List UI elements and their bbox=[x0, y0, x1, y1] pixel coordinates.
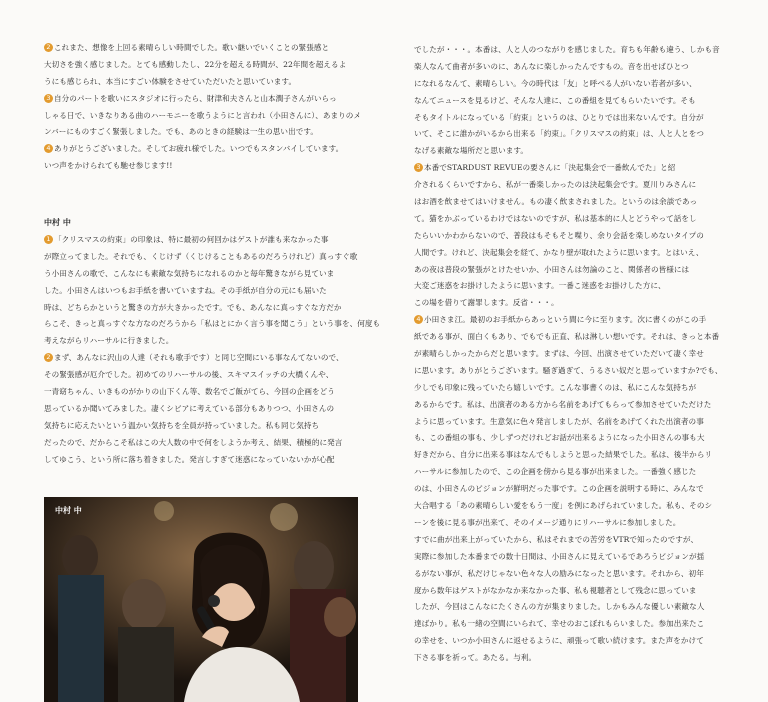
text-line bbox=[44, 418, 382, 435]
question-number-badge: 2 bbox=[44, 353, 53, 362]
line-text: たらいいかわからないので、普段はもそもそと喋り、余り会話を楽しめないタイプの bbox=[414, 230, 704, 240]
text-line bbox=[414, 93, 752, 110]
line-text: 少しでも印象に残っていたら嬉しいです。こんな事書くのは、私にこんな気持ちが bbox=[414, 382, 697, 392]
line-text: はお酒を飲ませてはいけません。もの凄く飲まされました。というのは余談であっ bbox=[414, 197, 698, 207]
photo-caption: 中村 中 bbox=[55, 506, 82, 515]
line-text: 大合唱する「あの素晴らしい愛をもう一度」を例にあげられていました。私も、そのシ bbox=[414, 501, 713, 511]
line-text: 本番でSTARDUST REVUEの要さんに「決起集会で一番飲んでた」と紹 bbox=[424, 163, 676, 173]
left-column bbox=[44, 40, 382, 468]
line-text: の幸せを、いつか小田さんに返せるように、頑張って歌い続けます。また声をかけて bbox=[414, 636, 704, 646]
line-text: 思っているか聞いてみました。凄くシビアに考えている部分もありつつ、小田さんの bbox=[44, 403, 335, 413]
text-line bbox=[44, 124, 382, 141]
line-text: ンバーにものすごく緊張しました。でも、あのときの経験は一生の思い出です。 bbox=[44, 127, 319, 137]
line-text: 大切さを強く感じました。とても感動したし、22分を超える時間が、22年間を超えるよ bbox=[44, 59, 347, 69]
text-line bbox=[414, 599, 752, 616]
line-text: 「クリスマスの約束」の印象は、特に最初の何回かはゲストが誰も来なかった事 bbox=[54, 235, 329, 245]
line-text: いて、そこに誰かがいるから出来る「約束」。「クリスマスの約束」は、人と人とをつ bbox=[414, 129, 705, 139]
text-line bbox=[44, 40, 382, 57]
text-line bbox=[414, 278, 752, 295]
line-text: 達ばかり。私も一緒の空間にいられて、幸せのおこぼれもらいました。参加出来たこ bbox=[414, 619, 705, 629]
line-text: に思います。ありがとうございます。騒ぎ過ぎて、うるさい奴だと思っていますか?でも、 bbox=[414, 365, 723, 375]
text-line bbox=[44, 367, 382, 384]
line-text: したが、今回はこんなにたくさんの方が集まりました。しかもみんな優しい素敵な人 bbox=[414, 602, 705, 612]
text-line bbox=[44, 283, 382, 300]
concert-photo bbox=[44, 497, 358, 702]
text-line bbox=[44, 108, 382, 125]
line-text: してゆこう、という所に落ち着きました。発言しすぎて迷惑になっていないかが心配 bbox=[44, 454, 335, 464]
line-text: るがない事が、私だけじゃない色々な人の励みになったと思います。それから、初年 bbox=[414, 568, 704, 578]
text-line bbox=[44, 249, 382, 266]
text-line bbox=[44, 435, 382, 452]
line-text: でしたが・・・。本番は、人と人のつながりを感じました。育ちも年齢も違う、しかも音 bbox=[414, 45, 720, 54]
text-line bbox=[414, 346, 752, 363]
line-text: が素晴らしかったからだと思います。まずは、今回、出演させていただいて凄く幸せ bbox=[414, 349, 704, 359]
question-number-badge: 4 bbox=[44, 144, 53, 153]
text-line bbox=[414, 532, 752, 549]
line-text: 人間です。けれど、決起集会を経て、かなり壁が取れたように思います。とはいえ、 bbox=[414, 247, 704, 257]
text-line bbox=[44, 57, 382, 74]
text-line bbox=[44, 141, 382, 158]
line-text: 考えながらリハーサルに行きました。 bbox=[44, 336, 174, 346]
line-text: う小田さんの歌で、こんなにも素敵な気持ちになれるのかと毎年驚きながら見ていま bbox=[44, 268, 335, 278]
text-line bbox=[414, 76, 752, 93]
text-line bbox=[414, 549, 752, 566]
text-line bbox=[44, 266, 382, 283]
text-line bbox=[44, 316, 382, 333]
answers-block-nakamura bbox=[44, 232, 382, 468]
line-text: うにも感じられ、本当にすごい体験をさせていただいたと思いています。 bbox=[44, 76, 297, 86]
text-line bbox=[414, 363, 752, 380]
line-text: なげる素敵な場所だと思います。 bbox=[414, 146, 529, 156]
text-line bbox=[414, 177, 752, 194]
question-number-badge: 1 bbox=[44, 235, 53, 244]
line-text: 紙である事が、面白くもあり、でもでも正直、私は淋しい想いです。それは、きっと本番 bbox=[414, 332, 720, 342]
line-text: らこそ、きっと真っすぐな方なのだろうから「私はとにかく言う事を聞こう」という事を、何度も bbox=[44, 319, 381, 329]
line-text: 楽人なんて曲者が多いのに、あんなに楽しかったんですもの。音を出せばひとつ bbox=[414, 61, 689, 71]
text-line bbox=[414, 616, 752, 633]
line-text: て。猫をかぶっているわけではないのですが、私は基本的に人とどうやって話をし bbox=[414, 213, 697, 223]
text-line bbox=[414, 126, 752, 143]
text-line bbox=[44, 401, 382, 418]
line-text: なんてニュースを見るけど、そんな人達に、この番組を見てもらいたいです。そも bbox=[414, 95, 696, 105]
line-text: 時は、どちらかというと驚きの方が大きかったです。でも、あんなに真っすぐな方だか bbox=[44, 302, 342, 312]
text-line bbox=[414, 295, 752, 312]
text-line bbox=[44, 350, 382, 367]
text-line bbox=[414, 481, 752, 498]
text-line bbox=[414, 194, 752, 211]
question-number-badge: 3 bbox=[44, 94, 53, 103]
text-line bbox=[414, 447, 752, 464]
text-line bbox=[414, 380, 752, 397]
question-number-badge: 3 bbox=[414, 163, 423, 172]
photo-illustration bbox=[44, 497, 358, 702]
line-text: ーンを後に見る事が出来て、そのイメージ通りにリハーサルに参加しました。 bbox=[414, 517, 681, 527]
line-text: になれるなんて、素晴らしい。今の時代は「友」と呼べる人がいない若者が多い、 bbox=[414, 78, 697, 88]
right-column bbox=[414, 42, 752, 667]
text-line bbox=[414, 110, 752, 127]
text-line bbox=[44, 452, 382, 469]
text-line bbox=[414, 211, 752, 228]
answers-block-previous bbox=[44, 40, 382, 175]
text-line bbox=[414, 143, 752, 160]
line-text: そもタイトルになっている「約束」というのは、ひとりでは出来ないんです。自分が bbox=[414, 112, 704, 122]
line-text: いつ声をかけられても馳せ参じます!! bbox=[44, 161, 173, 171]
text-line bbox=[414, 245, 752, 262]
text-line bbox=[44, 384, 382, 401]
line-text: この場を借りて謝罪します。反省・・・。 bbox=[414, 298, 559, 308]
text-line bbox=[414, 262, 752, 279]
answers-block-continued bbox=[414, 42, 752, 667]
text-line bbox=[414, 583, 752, 600]
line-text: ハーサルに参加したので、この企画を傍から見る事が出来ました。一番強く感じた bbox=[414, 467, 697, 477]
line-text: 下さる事を祈って。あたる。与利。 bbox=[414, 653, 537, 663]
text-line bbox=[414, 633, 752, 650]
line-text: あの夜は普段の緊張がとけたせいか、小田さんは勿論のこと、関係者の皆様には bbox=[414, 264, 690, 274]
text-line bbox=[414, 414, 752, 431]
text-line bbox=[44, 232, 382, 249]
line-text: 好きだから、自分に出来る事はなんでもしようと思った結果でした。私は、後半からリ bbox=[414, 450, 713, 460]
text-line bbox=[44, 91, 382, 108]
text-line bbox=[414, 464, 752, 481]
text-line bbox=[414, 397, 752, 414]
line-text: ように思っています。生意気に色々発言しましたが、名前をあげてくれた出演者の事 bbox=[414, 416, 704, 426]
line-text: これまた、想像を上回る素晴らしい時間でした。歌い継いでいくことの緊張感と bbox=[54, 43, 330, 52]
text-line bbox=[414, 160, 752, 177]
line-text: 度から数年はゲストがなかなか来なかった事、私も視聴者として残念に思っていま bbox=[414, 585, 697, 595]
line-text: しゃる日で、いきなりある曲のハーモニーを歌うようにと言われ（小田さんに）、あまりのメ bbox=[44, 110, 362, 120]
text-line bbox=[44, 74, 382, 91]
question-number-badge: 4 bbox=[414, 315, 423, 324]
line-text: 自分のパートを歌いにスタジオに行ったら、財津和夫さんと山本潤子さんがいらっ bbox=[54, 93, 337, 103]
line-text: 実際に参加した本番までの数十日間は、小田さんに見えているであろうビジョンが揺 bbox=[414, 551, 705, 561]
text-line bbox=[414, 329, 752, 346]
text-line bbox=[414, 228, 752, 245]
text-line bbox=[414, 42, 752, 59]
line-text: 大変ご迷惑をお掛けしたように思います。一番こ迷惑をお掛けした方に、 bbox=[414, 281, 666, 291]
line-text: ありがとうございました。そしてお疲れ様でした。いつでもスタンバイしています。 bbox=[54, 144, 344, 154]
respondent-name: 中村 中 bbox=[44, 218, 71, 228]
text-line bbox=[44, 158, 382, 175]
line-text: まず、あんなに沢山の人達（それも歌手です）と同じ空間にいる事なんてないので、 bbox=[54, 353, 344, 363]
line-text: 介されるくらいですから、私が一番楽しかったのは決起集会です。夏川りみさんに bbox=[414, 180, 697, 190]
line-text: 一青窈ちゃん、いきものがかりの山下くん等、数名でご飯がてら、今回の企画をどう bbox=[44, 387, 335, 397]
line-text: のは、小田さんのビジョンが鮮明だった事です。この企画を説明する時に、みんなで bbox=[414, 484, 704, 494]
line-text: した。小田さんはいつもお手紙を書いていますね。その手紙が自分の元にも届いた bbox=[44, 285, 327, 295]
question-number-badge: 2 bbox=[44, 43, 53, 52]
line-text: も、この番組の事も、少しずつだけれどお話が出来るようになった小田さんの事も大 bbox=[414, 433, 705, 443]
line-text: すでに曲が出来上がっていたから、私はそれまでの苦労をVTRで知ったのですが、 bbox=[414, 534, 699, 544]
line-text: 気持ちに応えたいという温かい気持ちを全員が持っていました。私も同じ気持ち bbox=[44, 420, 320, 430]
line-text: だったので、だからこそ私はこの大人数の中で何をしようか考え、結果、積極的に発言 bbox=[44, 437, 343, 447]
text-line bbox=[414, 498, 752, 515]
line-text: その緊張感が厄介でした。初めてのリハーサルの後、スキマスイッチの大橋くんや、 bbox=[44, 370, 334, 380]
text-line bbox=[414, 312, 752, 329]
line-text: あるからです。私は、出演者のある方から名前をあげてもらって参加させていただけた bbox=[414, 399, 712, 409]
line-text: 小田さま江。最初のお手紙からあっという間に今に至ります。次に書くのがこの手 bbox=[424, 315, 707, 325]
text-line bbox=[414, 515, 752, 532]
text-line bbox=[44, 333, 382, 350]
text-line bbox=[414, 566, 752, 583]
line-text: が際立ってました。それでも、くじけず（くじけることもあるのだろうけれど）真っすぐ歌 bbox=[44, 251, 358, 261]
text-line bbox=[414, 59, 752, 76]
text-line bbox=[414, 650, 752, 667]
text-line bbox=[414, 430, 752, 447]
text-line bbox=[44, 300, 382, 317]
